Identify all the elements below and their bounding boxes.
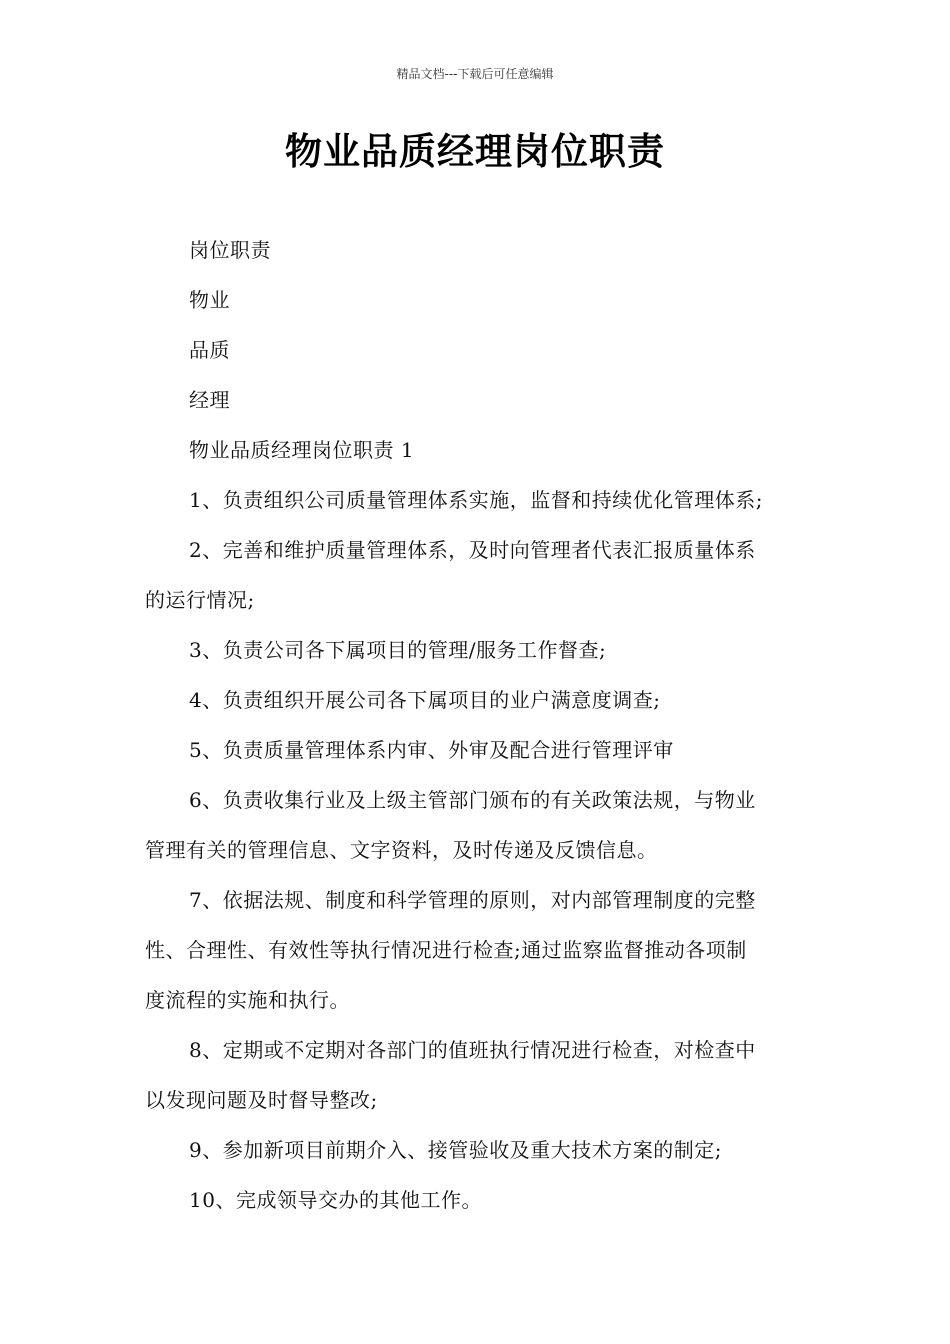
body-line: 物业品质经理岗位职责 1 (189, 438, 415, 462)
body-line: 性、合理性、有效性等执行情况进行检查;通过监察监督推动各项制 (145, 938, 747, 962)
body-line: 岗位职责 (189, 238, 271, 262)
body-line: 管理有关的管理信息、文字资料，及时传递及反馈信息。 (145, 838, 658, 862)
body-line: 1、负责组织公司质量管理体系实施，监督和持续优化管理体系; (189, 488, 763, 512)
body-line: 经理 (189, 388, 230, 412)
body-line: 以发现问题及时督导整改; (145, 1088, 378, 1112)
document-body (145, 225, 820, 1225)
body-line: 4、负责组织开展公司各下属项目的业户满意度调查; (189, 688, 661, 712)
body-line: 3、负责公司各下属项目的管理/服务工作督查; (189, 638, 607, 662)
body-line: 品质 (189, 338, 230, 362)
body-line: 物业 (189, 288, 230, 312)
body-line: 10、完成领导交办的其他工作。 (189, 1188, 482, 1212)
body-line: 7、依据法规、制度和科学管理的原则，对内部管理制度的完整 (189, 888, 756, 912)
body-line: 的运行情况; (145, 588, 255, 612)
body-line: 6、负责收集行业及上级主管部门颁布的有关政策法规，与物业 (189, 788, 756, 812)
document-title: 物业品质经理岗位职责 (285, 130, 665, 173)
body-line: 8、定期或不定期对各部门的值班执行情况进行检查，对检查中 (189, 1038, 756, 1062)
body-line: 5、负责质量管理体系内审、外审及配合进行管理评审 (189, 738, 674, 762)
header-note: 精品文档---下载后可任意编辑 (396, 67, 554, 81)
body-line: 2、完善和维护质量管理体系，及时向管理者代表汇报质量体系 (189, 538, 756, 562)
body-line: 9、参加新项目前期介入、接管验收及重大技术方案的制定; (189, 1138, 722, 1162)
body-line: 度流程的实施和执行。 (145, 988, 350, 1012)
